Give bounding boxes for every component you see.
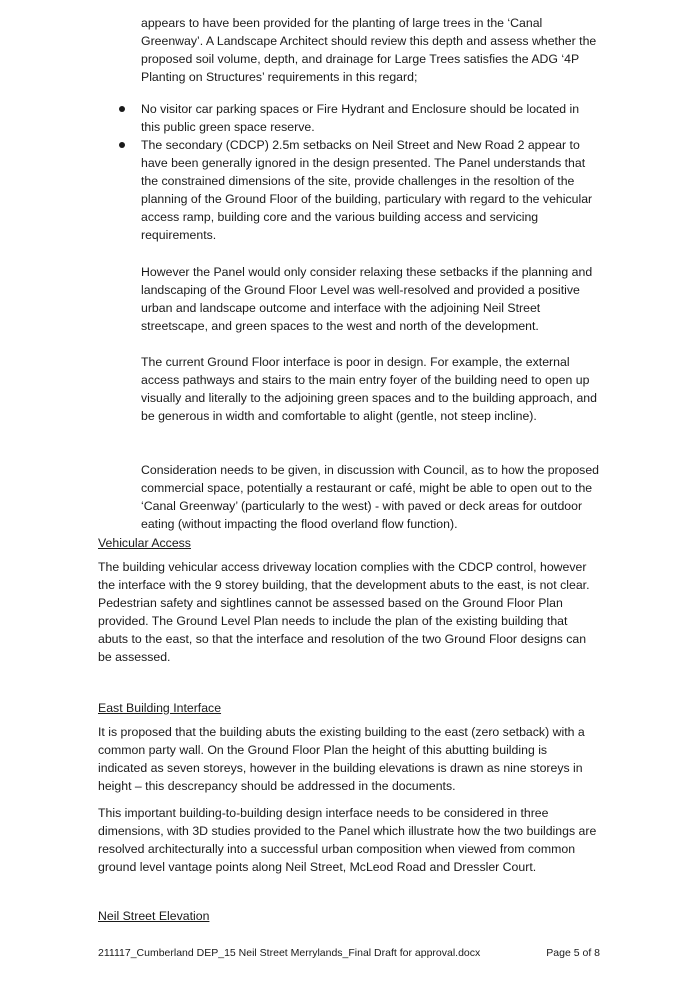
bullet-continuation-paragraph: Consideration needs to be given, in discussion with Council, as to how the proposed commercial space, potentially a restaurant or café, might be able to open out to the ‘Canal Greenway’ (particularly to the west) - with paved or deck areas for outdoor eating (without impacting the flood overland flow function). (141, 463, 599, 531)
footer-page-number: Page 5 of 8 (546, 947, 600, 959)
continued-paragraph: appears to have been provided for the planting of large trees in the ‘Canal Greenway’. A Landscape Architect should review this depth and assess whether the proposed soil volume, depth, and drainage for Large Trees satisfies the ADG ‘4P Planting on Structures’ requirements in this regard; (141, 16, 597, 84)
section-heading: East Building Interface (98, 701, 222, 715)
bullet-continuation-paragraph: The current Ground Floor interface is poor in design. For example, the external access pathways and stairs to the main entry foyer of the building need to open up visually and literally to the adjoining green spaces and to the building approach, and be generous in width and comfortable to alight (gentle, not steep incline). (141, 355, 597, 423)
section-paragraph: It is proposed that the building abuts the existing building to the east (zero setback) with a common party wall. On the Ground Floor Plan the height of this abutting building is indicated as seven storeys, however in the building elevations is drawn as nine storeys in height – this descrepancy should be addressed in the documents. (98, 725, 585, 793)
bullet-item: The secondary (CDCP) 2.5m setbacks on Neil Street and New Road 2 appear to have been generally ignored in the design presented. The Panel understands that the constrained dimensions of the site, provide challenges in the resoltion of the planning of the Ground Floor of the building, particulary with regard to the vehicular access ramp, building core and the various building access and servicing requirements. (141, 138, 593, 242)
section-paragraph: This important building-to-building design interface needs to be considered in three dimensions, with 3D studies provided to the Panel which illustrate how the two buildings are resolved architecturally into a successful urban composition when viewed from common ground level vantage points along Neil Street, McLeod Road and Dressler Court. (98, 806, 597, 874)
footer-filename: 211117_Cumberland DEP_15 Neil Street Merrylands_Final Draft for approval.docx (98, 947, 481, 959)
bullet-dot (119, 142, 125, 148)
bullet-continuation-paragraph: However the Panel would only consider relaxing these setbacks if the planning and landscaping of the Ground Floor Level was well-resolved and provided a positive urban and landscape outcome and interface with the adjoining Neil Street streetscape, and green spaces to the west and north of the development. (141, 265, 593, 333)
section-heading: Vehicular Access (98, 536, 191, 550)
bullet-dot (119, 106, 125, 112)
section-heading: Neil Street Elevation (98, 909, 210, 923)
bullet-item: No visitor car parking spaces or Fire Hydrant and Enclosure should be located in this public green space reserve. (141, 102, 580, 134)
section-paragraph: The building vehicular access driveway location complies with the CDCP control, however the interface with the 9 storey building, that the development abuts to the east, is not clear. Pedestrian safety and sightlines cannot be assessed based on the Ground Floor Plan provided. The Ground Level Plan needs to include the plan of the existing building that abuts to the east, so that the interface and resolution of the two Ground Floor designs can be assessed. (98, 560, 590, 664)
